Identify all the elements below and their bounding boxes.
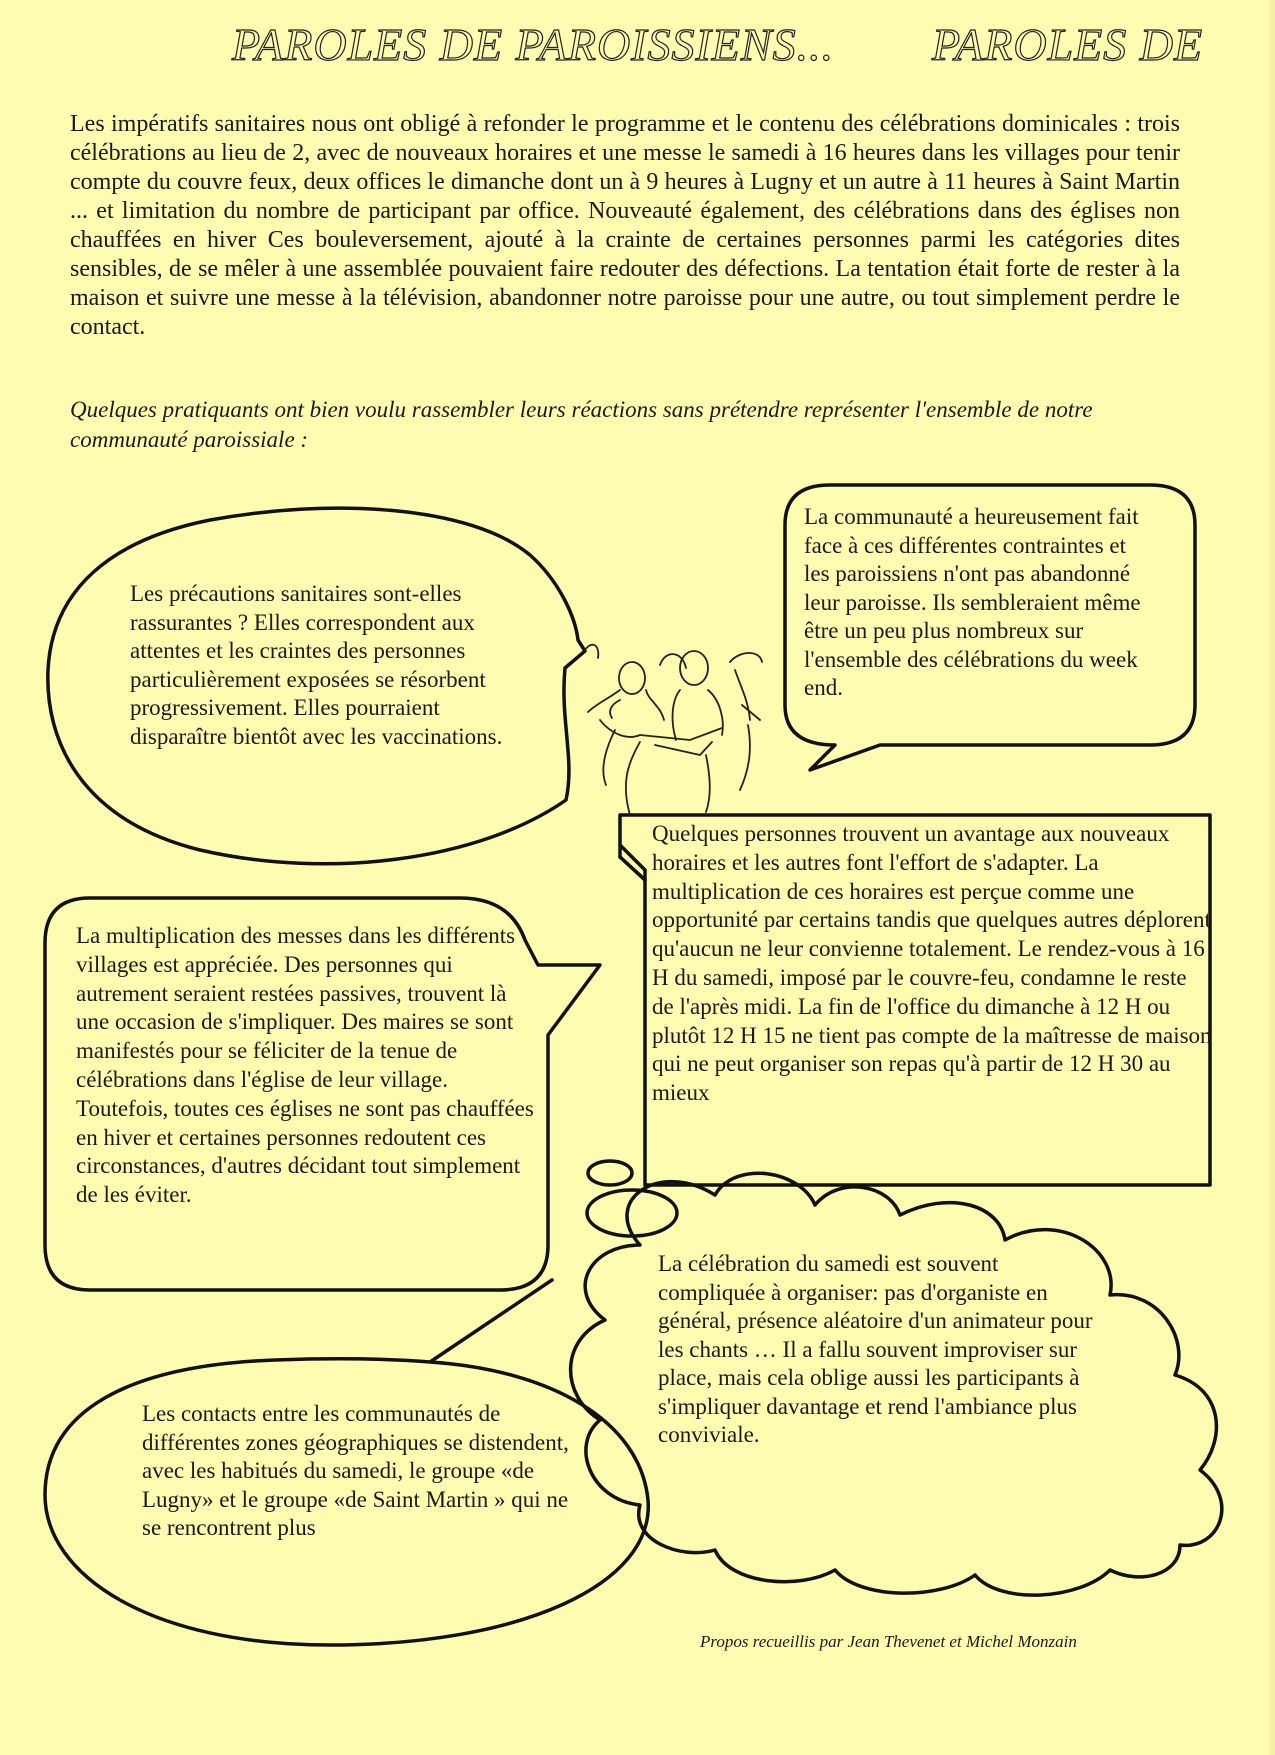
credit-line: Propos recueillis par Jean Thevenet et Michel Monzain: [700, 1632, 1077, 1651]
bubble-precautions-text: Les précautions sanitaires sont-elles rassurantes ? Elles correspondent aux attentes et les craintes des personnes particulièrement exposées se résorbent progressivement. Elles pourraient disparaître bientôt avec les vaccinations.: [130, 581, 503, 749]
header-title-left: PAROLES DE PAROISSIENS...: [232, 19, 835, 70]
bubble-contacts-text: Les contacts entre les communautés de différentes zones géographiques se distendent, avec les habitués du samedi, le groupe «de Lugny» et le groupe «de Saint Martin » qui ne se rencontrent plus: [142, 1401, 569, 1540]
people-sketch-illustration: [585, 645, 762, 815]
header-title-right: PAROLES DE: [932, 19, 1204, 70]
bubble-horaires-text: Quelques personnes trouvent un avantage aux nouveaux horaires et les autres font l'effort de s'adapter. La multiplication de ces horaires est perçue comme une opportunité par certains tandis que quelques autres déplorent qu'aucun ne leur convienne totalement. Le rendez-vous à 16 H du samedi, imposé par le couvre-feu, condamne le reste de l'après midi. La fin de l'office du dimanche à 12 H ou plutôt 12 H 15 ne tient pas compte de la maîtresse de maison qui ne peut organiser son repas qu'à partir de 12 H 30 au mieux: [652, 821, 1212, 1106]
lead-paragraph: Quelques pratiquants ont bien voulu rassembler leurs réactions sans prétendre représenter l'ensemble de notre communauté paroissiale :: [70, 397, 1093, 452]
thought-bubble-small: [588, 1161, 632, 1185]
bubble-multiplication-text: La multiplication des messes dans les différents villages est appréciée. Des personnes qui autrement seraient restées passives, trouvent là une occasion de s'impliquer. Des maires se sont manifestés pour se féliciter de la tenue de célébrations dans l'église de leur village. Toutefois, toutes ces églises ne sont pas chauffées en hiver et certaines personnes redoutent ces circonstances, d'autres décidant tout simplement de les éviter.: [76, 923, 534, 1208]
bubble-communaute-text: La communauté a heureusement fait face à ces différentes contraintes et les paroissiens n'ont pas abandonné leur paroisse. Ils sembleraient même être un peu plus nombreux sur l'ensemble des célébrations du week end.: [804, 504, 1141, 700]
intro-paragraph: Les impératifs sanitaires nous ont obligé à refonder le programme et le contenu des célébrations dominicales : trois célébrations au lieu de 2, avec de nouveaux horaires et une messe le samedi à 16 heures dans les villages pour tenir compte du couvre feux, deux offices le dimanche dont un à 9 heures à Lugny et un autre à 11 heures à Saint Martin ... et limitation du nombre de participant par office. Nouveauté également, des célébrations dans des églises non chauffées en hiver Ces bouleversement, ajouté à la crainte de certaines personnes parmi les catégories dites sensibles, de se mêler à une assemblée pouvaient faire redouter des défections. La tentation était forte de rester à la maison et suivre une messe à la télévision, abandonner notre paroisse pour une autre, ou tout simplement perdre le contact.: [70, 111, 1180, 340]
bubble-samedi-text: La célébration du samedi est souvent compliquée à organiser: pas d'organiste en général, présence aléatoire d'un animateur pour les chants … Il a fallu souvent improviser sur place, mais cela oblige aussi les participants à s'impliquer davantage et rend l'ambiance plus conviviale.: [658, 1251, 1093, 1447]
